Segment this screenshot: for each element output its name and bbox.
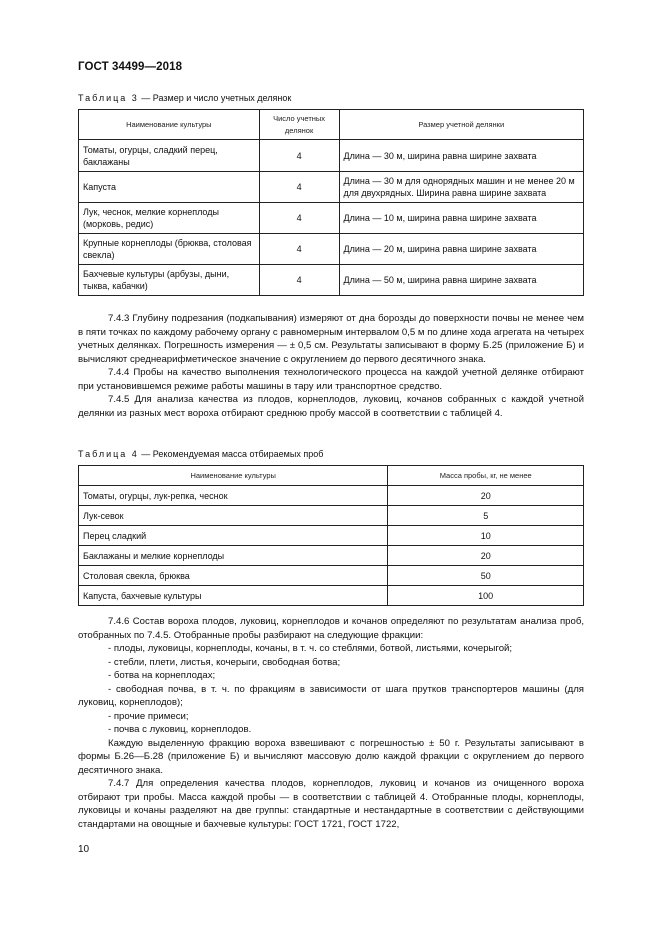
table-row xyxy=(79,486,584,506)
table-row xyxy=(79,566,584,586)
table4-cell: 10 xyxy=(388,526,584,546)
table-row xyxy=(79,546,584,566)
table4-cell: Баклажаны и мелкие корнеплоды xyxy=(79,546,388,566)
paragraph: 7.4.7 Для определения качества плодов, корнеплодов, луковиц и кочанов из очищенного вороха отбирают три пробы. Масса каждой пробы — в соответствии с таблицей 4. Отобранные плоды, корнеплоды, луковицы и кочаны разделяют на две группы: стандартные и нестандартные в соответствии с действующими стандартами на овощные и бахчевые культуры: ГОСТ 1721, ГОСТ 1722, xyxy=(78,778,584,830)
table3-cell: Длина — 30 м, ширина равна ширине захвата xyxy=(339,140,583,172)
table-4 xyxy=(78,465,584,606)
list-item: - свободная почва, в т. ч. по фракциям в зависимости от шага прутков транспортеров машины (для луковиц, корнеплодов); xyxy=(78,683,584,708)
list-item: - плоды, луковицы, корнеплоды, кочаны, в т. ч. со стеблями, ботвой, листьями, кочерыгой; xyxy=(108,643,513,654)
table3-cell: 4 xyxy=(259,140,339,172)
table4-cell: Лук-севок xyxy=(79,506,388,526)
table3-cell: Длина — 10 м, ширина равна ширине захвата xyxy=(339,203,583,234)
table3-cell: Капуста xyxy=(79,172,260,203)
table4-caption-text: — Рекомендуемая масса отбираемых проб xyxy=(138,449,324,459)
table3-cell: 4 xyxy=(259,203,339,234)
page-number: 10 xyxy=(78,844,90,855)
table4-caption xyxy=(78,449,323,459)
table3-cell: Длина — 20 м, ширина равна ширине захвата xyxy=(339,234,583,265)
table4-caption-label: Таблица 4 xyxy=(78,449,139,459)
table3-header-size: Размер учетной делянки xyxy=(339,110,583,140)
table4-cell: 5 xyxy=(388,506,584,526)
list-item: - ботва на корнеплодах; xyxy=(108,670,216,681)
table4-cell: 100 xyxy=(388,586,584,606)
table-3 xyxy=(78,109,584,296)
list-item: - почва с луковиц, корнеплодов. xyxy=(108,724,252,735)
table3-caption-text: — Размер и число учетных делянок xyxy=(138,93,292,103)
table3-caption-label: Таблица 3 xyxy=(78,93,139,103)
list-item: - стебли, плети, листья, кочерыги, свободная ботва; xyxy=(108,656,341,668)
table3-cell: 4 xyxy=(259,265,339,296)
table4-header-crop: Наименование культуры xyxy=(79,466,388,486)
table4-cell: 20 xyxy=(388,486,584,506)
table4-cell: Капуста, бахчевые культуры xyxy=(79,586,388,606)
table-row xyxy=(79,203,584,234)
table3-cell: 4 xyxy=(259,172,339,203)
list-item: - прочие примеси; xyxy=(108,710,189,722)
paragraph: 7.4.5 Для анализа качества из плодов, корнеплодов, луковиц, кочанов собранных с каждой учетной делянки из разных мест вороха отбирают среднюю пробу массой в соответствии с таблицей 4. xyxy=(78,394,584,419)
table3-cell: Томаты, огурцы, сладкий перец, баклажаны xyxy=(79,140,260,172)
table3-header-count: Число учетных делянок xyxy=(259,110,339,140)
paragraph: 7.4.6 Состав вороха плодов, луковиц, корнеплодов и кочанов определяют по результатам анализа проб, отобранных по 7.4.5. Отобранные пробы разбирают на следующие фракции: xyxy=(78,616,584,641)
table3-cell: Лук, чеснок, мелкие корнеплоды (морковь, редис) xyxy=(79,203,260,234)
table4-cell: Томаты, огурцы, лук-репка, чеснок xyxy=(79,486,388,506)
paragraphs-section-1 xyxy=(78,312,584,420)
table-row xyxy=(79,506,584,526)
paragraphs-section-2 xyxy=(78,615,584,831)
table4-cell: Перец сладкий xyxy=(79,526,388,546)
table3-cell: Длина — 50 м, ширина равна ширине захвата xyxy=(339,265,583,296)
table-row xyxy=(79,526,584,546)
table4-cell: 20 xyxy=(388,546,584,566)
table4-cell: 50 xyxy=(388,566,584,586)
document-header: ГОСТ 34499—2018 xyxy=(78,61,183,73)
table-row xyxy=(79,586,584,606)
table3-cell: Крупные корнеплоды (брюква, столовая свекла) xyxy=(79,234,260,265)
table-row xyxy=(79,172,584,203)
table3-cell: 4 xyxy=(259,234,339,265)
paragraph: Каждую выделенную фракцию вороха взвешивают с погрешностью ± 50 г. Результаты записывают в формы Б.26—Б.28 (приложение Б) и вычисляют массовую долю каждой фракции с округлением до первого десятичного знака. xyxy=(78,737,584,776)
table-row xyxy=(79,140,584,172)
table-row xyxy=(79,234,584,265)
paragraph: 7.4.3 Глубину подрезания (подкапывания) измеряют от дна борозды до поверхности почвы не менее чем в пяти точках по каждому рабочему органу с равномерным интервалом 0,5 м по длине хода агрегата на четырех учетных делянках. Погрешность измерения — ± 0,5 см. Результаты записывают в форму Б.25 (приложение Б) и вычисляют среднеарифметическое значение с округлением до первого десятичного знака. xyxy=(78,313,584,365)
table3-cell: Бахчевые культуры (арбузы, дыни, тыква, кабачки) xyxy=(79,265,260,296)
paragraph: 7.4.4 Пробы на качество выполнения технологического процесса на каждой учетной делянке отбирают при установившемся режиме работы машины в тару или транспортное средство. xyxy=(78,367,584,392)
table3-header-crop: Наименование культуры xyxy=(79,110,260,140)
table3-caption xyxy=(78,93,291,103)
table3-cell: Длина — 30 м для однорядных машин и не менее 20 м для двухрядных. Ширина равна ширине захвата xyxy=(339,172,583,203)
table4-cell: Столовая свекла, брюква xyxy=(79,566,388,586)
table4-header-mass: Масса пробы, кг, не менее xyxy=(388,466,584,486)
table-row xyxy=(79,265,584,296)
